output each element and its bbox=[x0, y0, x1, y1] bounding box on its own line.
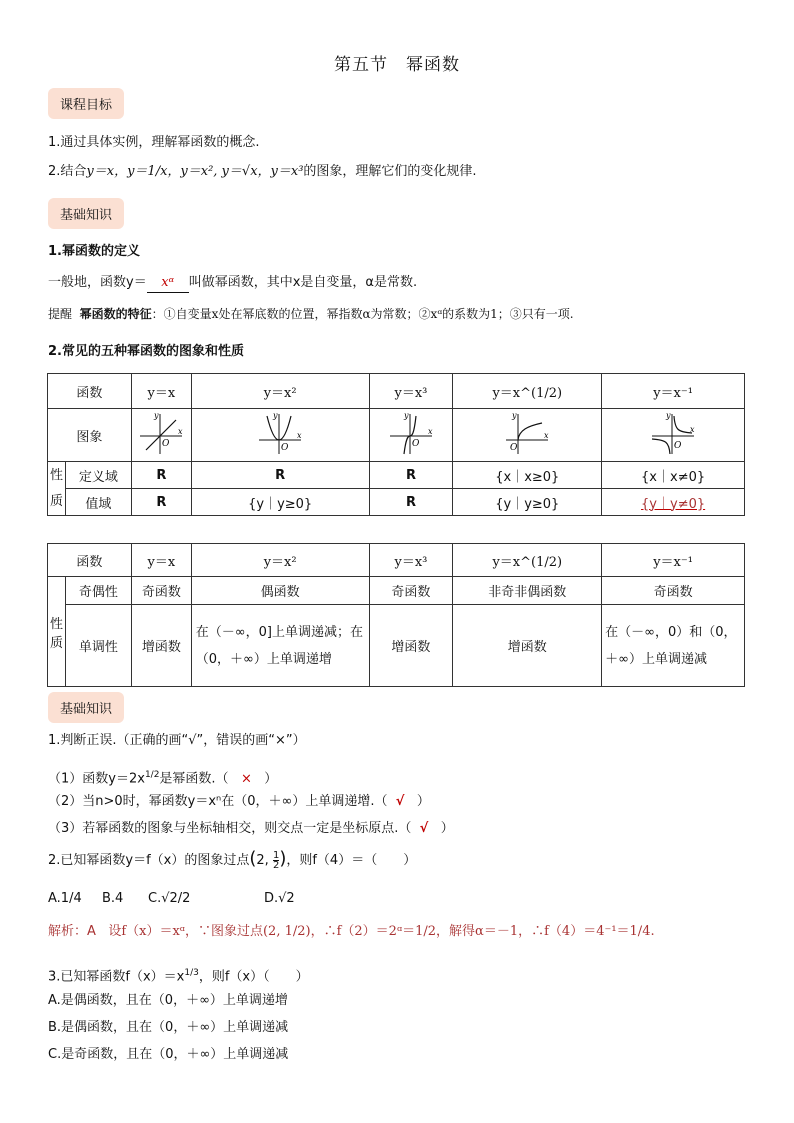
svg-text:O: O bbox=[162, 439, 170, 449]
section2-heading: 2.常见的五种幂函数的图象和性质 bbox=[48, 344, 244, 359]
svg-text:O: O bbox=[510, 443, 518, 453]
t1-range-4: {y｜y≥0} bbox=[453, 489, 602, 516]
graph-cubic-icon bbox=[386, 410, 436, 456]
t2-parity-3: 奇函数 bbox=[369, 577, 453, 605]
t1-range-5 bbox=[602, 489, 745, 516]
t2-header-1: y＝x bbox=[131, 544, 191, 577]
properties-table-1 bbox=[47, 373, 745, 516]
q2-option-d: D.√2 bbox=[264, 891, 295, 906]
t2-header-2: y＝x² bbox=[191, 544, 369, 577]
graph-linear-icon bbox=[136, 410, 186, 456]
q2-suffix: ，则f（4）＝（ ） bbox=[286, 853, 417, 868]
t2-header-4: y＝x^(1/2) bbox=[453, 544, 602, 577]
tip-bold: 幂函数的特征 bbox=[79, 307, 152, 321]
graph-y-eq-sqrt-x bbox=[453, 409, 602, 462]
q1-3-answer: √ bbox=[419, 821, 429, 836]
t1-domain-3: R bbox=[369, 462, 453, 489]
goal-2-prefix: 2.结合 bbox=[48, 164, 87, 179]
t1-graph-label: 图象 bbox=[48, 409, 132, 462]
section1-heading: 1.幂函数的定义 bbox=[48, 244, 140, 259]
t1-domain-2: R bbox=[191, 462, 369, 489]
t1-range-5-answer: {y｜y≠0} bbox=[641, 496, 706, 512]
t2-mono-label: 单调性 bbox=[65, 605, 131, 687]
t1-range-1: R bbox=[131, 489, 191, 516]
t1-domain-1: R bbox=[131, 462, 191, 489]
svg-text:x: x bbox=[544, 431, 549, 440]
definition-prefix: 一般地，函数y＝ bbox=[48, 275, 147, 290]
q2-solution bbox=[48, 923, 655, 941]
page-title: 第五节 幂函数 bbox=[334, 55, 460, 75]
q1-item-1: （1）函数$y=2x^{1/2}$是幂函数.（ × ） bbox=[48, 770, 278, 787]
t1-header-1: y＝x bbox=[131, 374, 191, 409]
q3-option-a: A.是偶函数，且在（0，＋∞）上单调递增 bbox=[48, 993, 288, 1008]
t1-header-3: y＝x³ bbox=[369, 374, 453, 409]
goal-2-suffix: 的图象，理解它们的变化规律. bbox=[303, 164, 477, 179]
t2-parity-label: 奇偶性 bbox=[65, 577, 131, 605]
basics-tag-2: 基础知识 bbox=[48, 692, 124, 723]
t2-mono-2: 在（－∞，0]上单调递减；在（0，＋∞）上单调递增 bbox=[191, 605, 369, 687]
q1-1-prefix: （1）函数y＝2x bbox=[48, 771, 145, 787]
definition-blank: xᵅ bbox=[147, 274, 189, 293]
svg-text:x: x bbox=[427, 427, 433, 436]
t2-parity-2: 偶函数 bbox=[191, 577, 369, 605]
t1-domain-label: 定义域 bbox=[65, 462, 131, 489]
q1-2-answer: √ bbox=[395, 794, 405, 809]
graph-y-eq-x2 bbox=[191, 409, 369, 462]
q1-3-close: ） bbox=[440, 821, 454, 836]
goal-1: 1.通过具体实例，理解幂函数的概念. bbox=[48, 135, 260, 150]
q1-item-2 bbox=[48, 793, 430, 811]
svg-text:x: x bbox=[690, 425, 695, 434]
tip-line bbox=[48, 305, 574, 323]
t1-domain-5: {x｜x≠0} bbox=[602, 462, 745, 489]
t1-header-4: y＝x^(1/2) bbox=[453, 374, 602, 409]
q2-prefix: 2.已知幂函数y＝f（x）的图象过点 bbox=[48, 853, 250, 868]
q3-option-c: C.是奇函数，且在（0，＋∞）上单调递减 bbox=[48, 1047, 289, 1062]
t1-range-2: {y｜y≥0} bbox=[191, 489, 369, 516]
q2-stem: 2.已知幂函数y＝f（x）的图象过点(2, $\frac{1}{2}$ )，则f（4）＝（ ） bbox=[48, 848, 417, 871]
graph-parabola-icon bbox=[255, 410, 305, 456]
t2-header-5: y＝x⁻¹ bbox=[602, 544, 745, 577]
t1-header-5: y＝x⁻¹ bbox=[602, 374, 745, 409]
t2-mono-4: 增函数 bbox=[453, 605, 602, 687]
svg-text:O: O bbox=[411, 439, 420, 449]
goal-2 bbox=[48, 163, 477, 181]
svg-text:O: O bbox=[674, 441, 682, 451]
svg-text:y: y bbox=[512, 411, 517, 420]
q3-prefix: 3.已知幂函数f（x）＝x bbox=[48, 969, 185, 985]
svg-text:y: y bbox=[273, 411, 278, 420]
svg-text:x: x bbox=[178, 427, 183, 436]
q1-1-answer: × bbox=[240, 771, 252, 787]
tip-label: 提醒 bbox=[48, 307, 73, 321]
t1-domain-4: {x｜x≥0} bbox=[453, 462, 602, 489]
t2-header-3: y＝x³ bbox=[369, 544, 453, 577]
svg-text:y: y bbox=[403, 411, 409, 420]
goals-tag: 课程目标 bbox=[48, 88, 124, 119]
graph-hyperbola-icon bbox=[648, 410, 698, 456]
t2-prop-label: 性质 bbox=[48, 577, 66, 687]
svg-text:O: O bbox=[281, 443, 289, 453]
q2-option-c: C.√2/2 bbox=[148, 891, 191, 906]
t2-parity-1: 奇函数 bbox=[131, 577, 191, 605]
t1-range-3: R bbox=[369, 489, 453, 516]
q2-solution-text: 设f（x）＝xᵅ，∵图象过点(2, 1/2)，∴f（2）＝2ᵅ＝1/2，解得α＝－1，∴f（4）＝4⁻¹＝1/4. bbox=[108, 924, 655, 939]
t1-range-label: 值域 bbox=[65, 489, 131, 516]
t1-prop-label: 性质 bbox=[48, 462, 66, 516]
q1-2-close: ） bbox=[416, 794, 430, 809]
t1-header-func: 函数 bbox=[48, 374, 132, 409]
goal-2-funcs: y＝x，y＝1/x，y＝x², y＝√x，y＝x³ bbox=[86, 164, 304, 179]
q1-3-prefix: （3）若幂函数的图象与坐标轴相交，则交点一定是坐标原点.（ bbox=[48, 821, 412, 836]
graph-y-eq-inv-x bbox=[602, 409, 745, 462]
t2-mono-1: 增函数 bbox=[131, 605, 191, 687]
q1-2-prefix: （2）当n>0时，幂函数y＝xⁿ在（0，＋∞）上单调递增.（ bbox=[48, 794, 388, 809]
t2-parity-4: 非奇非偶函数 bbox=[453, 577, 602, 605]
definition-suffix: 叫做幂函数，其中x是自变量，α是常数. bbox=[188, 275, 418, 290]
q3-suffix: ，则f（x）（ ） bbox=[198, 969, 309, 985]
definition-line bbox=[48, 274, 417, 293]
q2-option-b: B.4 bbox=[102, 891, 124, 906]
q1-1-mid: 是幂函数.（ bbox=[159, 771, 229, 787]
t2-mono-3: 增函数 bbox=[369, 605, 453, 687]
q3-option-b: B.是偶函数，且在（0，＋∞）上单调递减 bbox=[48, 1020, 289, 1035]
svg-text:y: y bbox=[154, 411, 159, 420]
t2-parity-5: 奇函数 bbox=[602, 577, 745, 605]
q2-option-a: A.1/4 bbox=[48, 891, 82, 906]
svg-text:x: x bbox=[297, 431, 302, 440]
t1-header-2: y＝x² bbox=[191, 374, 369, 409]
t2-header-func: 函数 bbox=[48, 544, 132, 577]
q2-solution-label: 解析：A bbox=[48, 924, 96, 939]
properties-table-2 bbox=[47, 543, 745, 687]
graph-y-eq-x3 bbox=[369, 409, 453, 462]
q3-stem: 3.已知幂函数$f(x)=x^{1/3}$，则f（x）（ ） bbox=[48, 968, 309, 985]
tip-text: ：①自变量x处在幂底数的位置，幂指数α为常数；②xᵅ的系数为1；③只有一项. bbox=[151, 307, 574, 321]
graph-sqrt-icon bbox=[502, 410, 552, 456]
t2-mono-5: 在（－∞，0）和（0，＋∞）上单调递减 bbox=[602, 605, 745, 687]
svg-text:y: y bbox=[666, 411, 671, 420]
q1-1-close: ） bbox=[264, 771, 278, 787]
graph-y-eq-x bbox=[131, 409, 191, 462]
q1-stem: 1.判断正误.（正确的画“√”，错误的画“×”） bbox=[48, 733, 306, 748]
basics-tag-1: 基础知识 bbox=[48, 198, 124, 229]
q1-item-3 bbox=[48, 820, 454, 838]
